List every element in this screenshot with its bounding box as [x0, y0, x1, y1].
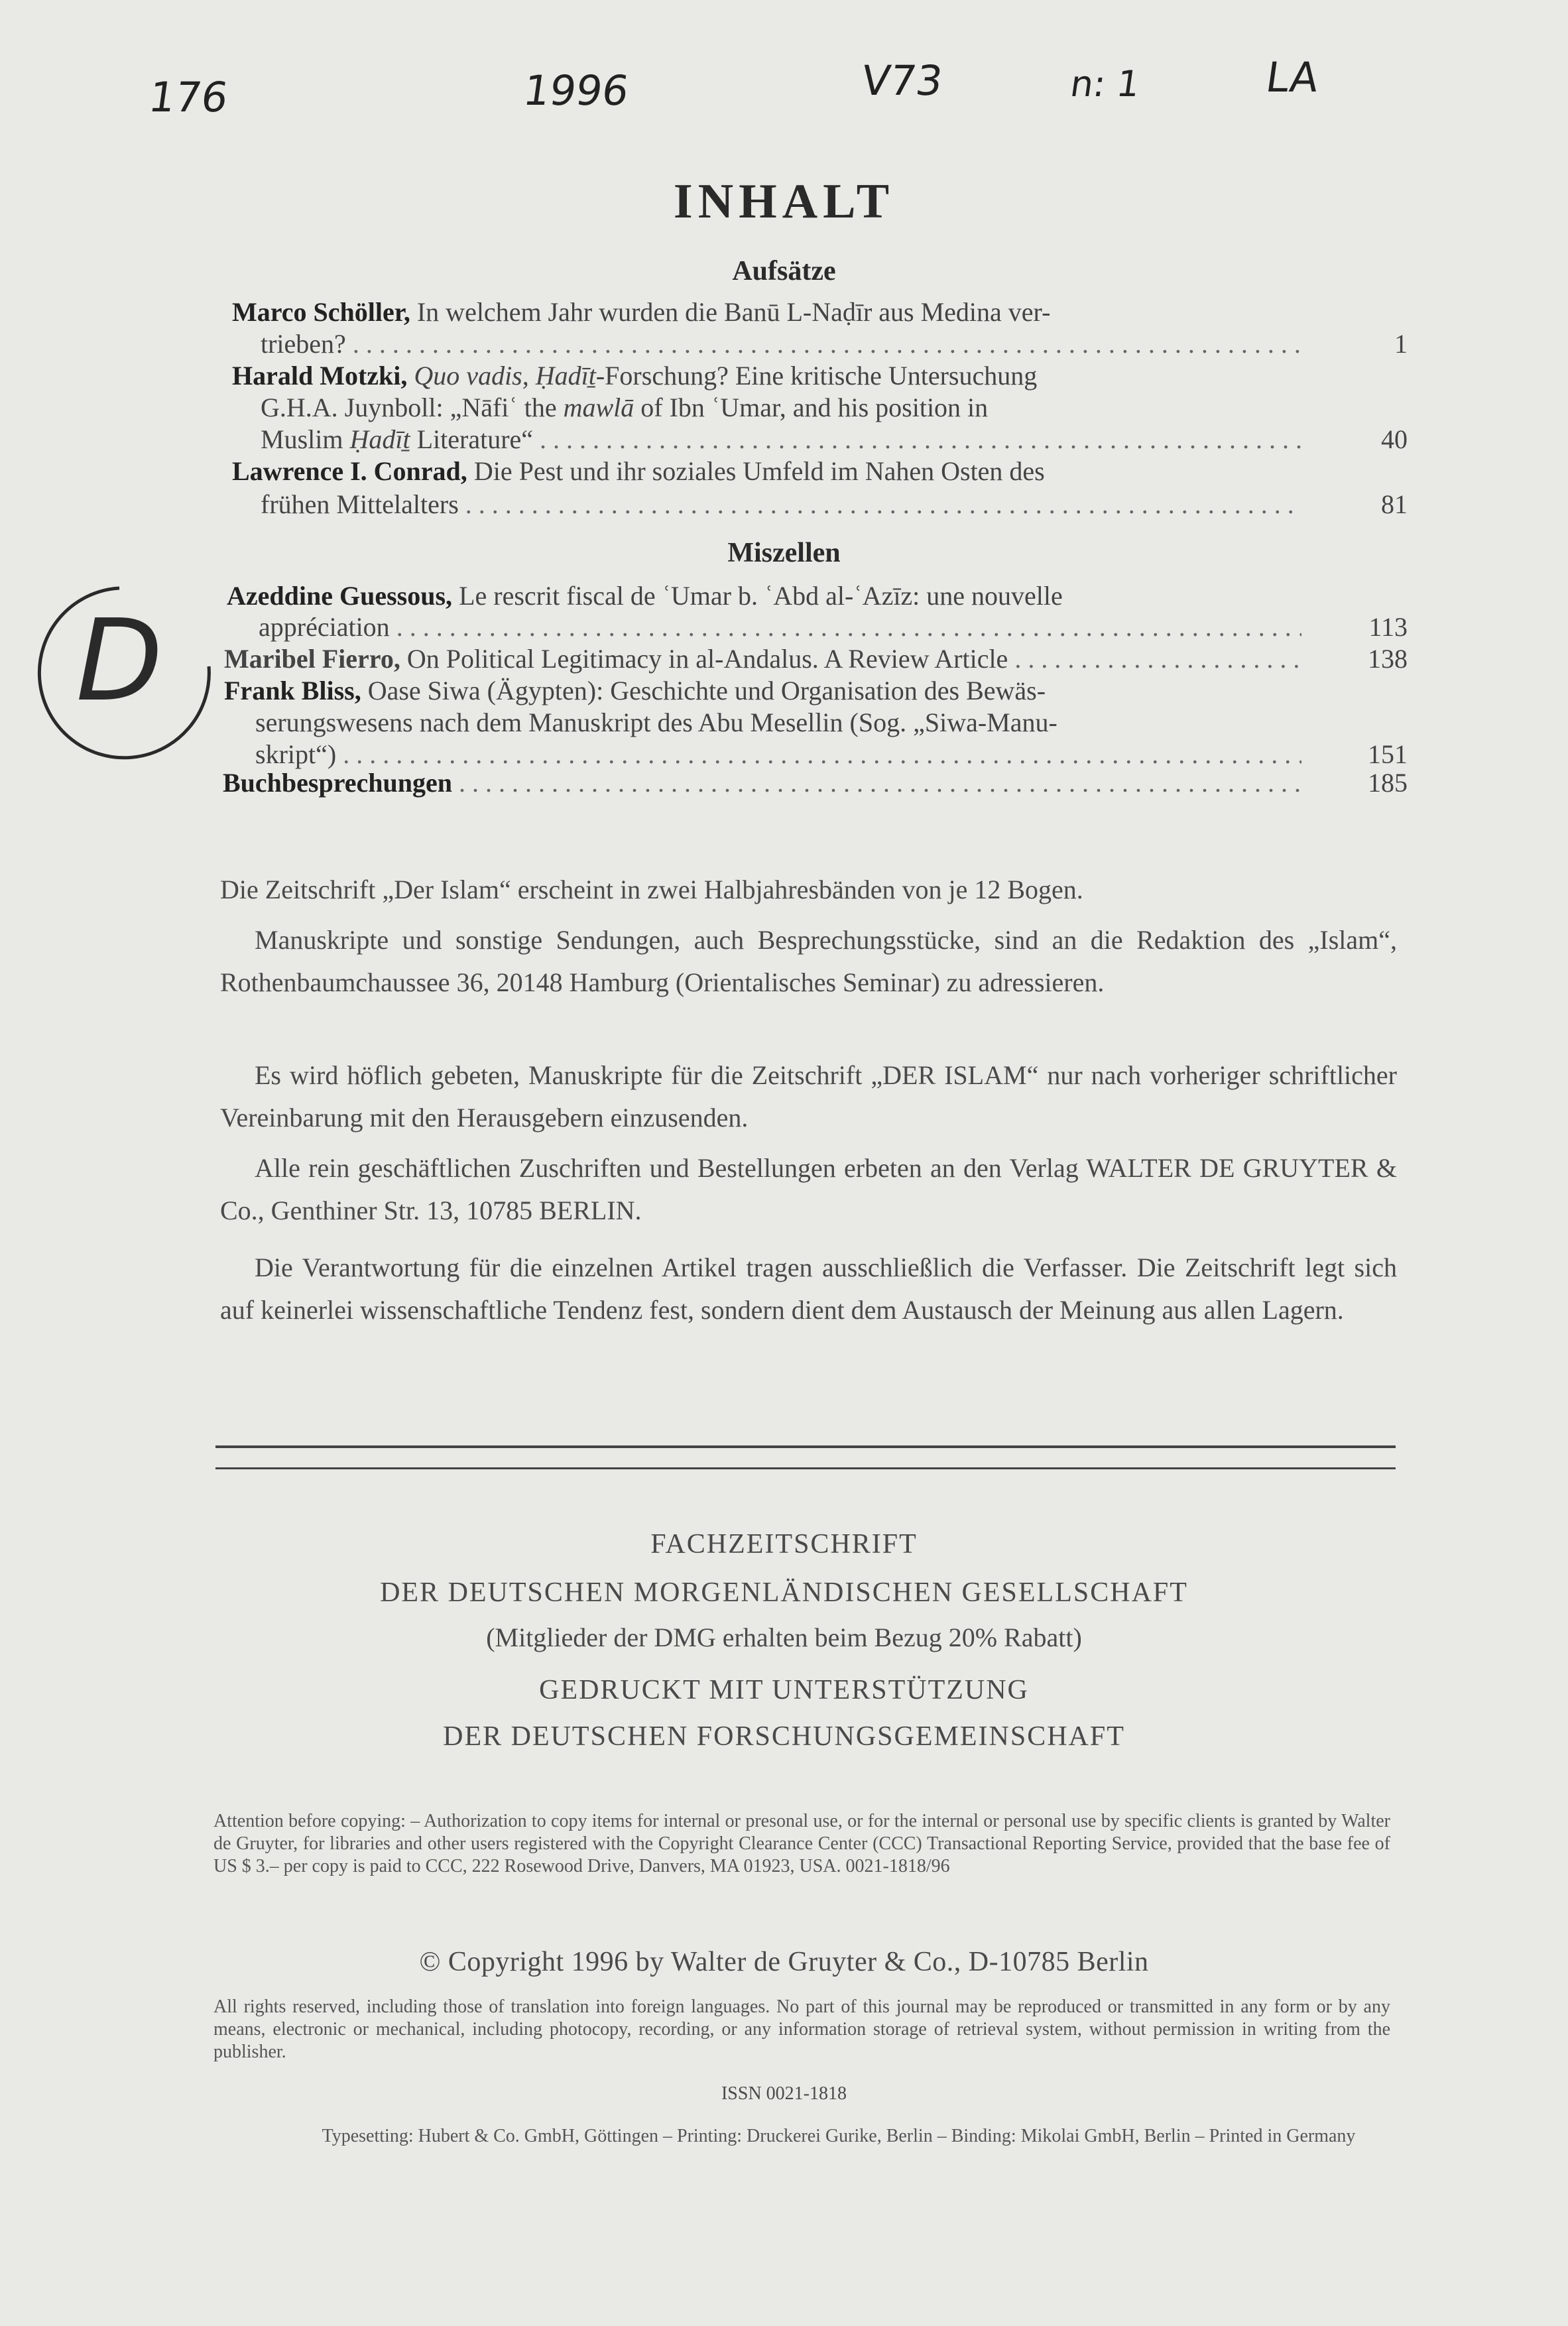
toc-line-bliss-end: [255, 739, 1408, 770]
society-line-2: DER DEUTSCHEN MORGENLÄNDISCHEN GESELLSCHAFT: [380, 1577, 1188, 1608]
toc-title-line: skript“): [255, 739, 337, 769]
section-heading-miszellen: Miszellen: [727, 538, 841, 568]
toc-entry-fierro: [224, 643, 1408, 674]
issn-line: ISSN 0021-1818: [721, 2083, 847, 2104]
handwritten-note-year: 1996: [520, 66, 632, 115]
toc-entry-motzki: [232, 360, 1306, 392]
toc-author: Marco Schöller,: [232, 297, 410, 327]
toc-section-label: Buchbesprechungen: [223, 768, 453, 798]
toc-page-number: 151: [1368, 739, 1408, 769]
divider-rule-bottom: [215, 1467, 1396, 1469]
handwritten-note-176: 176: [145, 73, 231, 121]
notice-paragraph-5: Die Verantwortung für die einzelnen Artikel tragen ausschließlich die Verfasser. Die Zeitschrift legt sich auf keinerlei wissenschaftliche Tendenz fest, sondern dient dem Austausch der Meinung aus allen Lagern.: [220, 1253, 1397, 1325]
toc-title-line: G.H.A. Juynboll: „Nāfiʿ the: [261, 393, 564, 422]
toc-title-line: Literature“: [410, 424, 534, 454]
toc-line-motzki-end: [261, 424, 1408, 455]
typesetting-credits: Typesetting: Hubert & Co. GmbH, Göttingen – Printing: Druckerei Gurike, Berlin – Binding: Mikolai GmbH, Berlin – Printed in Germany: [322, 2126, 1356, 2146]
toc-title-line: In welchem Jahr wurden die Banū L-Naḍīr aus Medina ver-: [416, 297, 1051, 327]
toc-title-line: appréciation: [259, 612, 390, 642]
leader-dots: [465, 489, 1301, 520]
toc-title-line: Muslim: [261, 424, 350, 454]
toc-page-number: 185: [1368, 768, 1408, 798]
toc-page-number: 40: [1381, 424, 1408, 454]
toc-title-italic: Quo vadis, Ḥadīṯ: [414, 361, 596, 391]
notice-paragraph-3: Es wird höflich gebeten, Manuskripte für die Zeitschrift „DER ISLAM“ nur nach vorheriger schriftlicher Vereinbarung mit den Herausgebern einzusenden.: [220, 1060, 1397, 1132]
society-line-5: DER DEUTSCHEN FORSCHUNGSGEMEINSCHAFT: [443, 1721, 1125, 1752]
toc-author: Harald Motzki,: [232, 361, 408, 391]
toc-title-line: trieben?: [261, 329, 346, 359]
section-heading-aufsaetze: Aufsätze: [732, 256, 836, 286]
handwritten-note-number: n: 1: [1067, 63, 1143, 105]
toc-title-line: Die Pest und ihr soziales Umfeld im Nahen Osten des: [473, 456, 1045, 486]
toc-entry-motzki-line2: [261, 392, 1308, 424]
society-line-1: FACHZEITSCHRIFT: [650, 1529, 918, 1560]
society-line-4: GEDRUCKT MIT UNTERSTÜTZUNG: [539, 1675, 1029, 1705]
page-title: INHALT: [673, 174, 895, 229]
toc-author: Azeddine Guessous,: [227, 581, 453, 611]
rights-notice: All rights reserved, including those of translation into foreign languages. No part of this journal may be reproduced or transmitted in any form or by any means, electronic or mechanical, including photocopy, recording, or any information storage of retrieval system, without permission in writing from the publisher.: [213, 1996, 1390, 2062]
toc-entry-schoeller: [232, 296, 1306, 328]
toc-title-italic: Ḥadīṯ: [349, 424, 410, 454]
copyright-line: © Copyright 1996 by Walter de Gruyter & Co., D-10785 Berlin: [419, 1947, 1149, 1977]
divider-rule-top: [215, 1445, 1396, 1448]
toc-author: Maribel Fierro,: [224, 644, 400, 674]
notice-paragraph-2: Manuskripte und sonstige Sendungen, auch Besprechungsstücke, sind an die Redaktion des „Islam“, Rothenbaumchaussee 36, 20148 Hamburg (Orientalisches Seminar) zu adressieren.: [220, 925, 1397, 997]
leader-dots: [540, 424, 1301, 455]
leader-dots: [353, 328, 1301, 359]
leader-dots: [459, 767, 1301, 798]
toc-entry-guessous: [227, 580, 1301, 612]
stamp-letter: D: [76, 595, 163, 727]
leader-dots: [1014, 643, 1301, 674]
toc-title-line: of Ibn ʿUmar, and his position in: [634, 393, 989, 422]
toc-line-schoeller-end: [261, 328, 1408, 359]
toc-page-number: 138: [1368, 644, 1408, 674]
toc-page-number: 113: [1368, 612, 1408, 642]
toc-author: Lawrence I. Conrad,: [232, 456, 467, 486]
toc-title-line: frühen Mittelalters: [261, 489, 459, 519]
handwritten-note-la: LA: [1262, 53, 1322, 101]
toc-title-line: Le rescrit fiscal de ʿUmar b. ʿAbd al-ʿAzīz: une nouvelle: [459, 581, 1063, 611]
toc-line-conrad-end: [261, 489, 1408, 520]
notice-paragraph-1: Die Zeitschrift „Der Islam“ erscheint in zwei Halbjahresbänden von je 12 Bogen.: [220, 875, 1083, 904]
leader-dots: [396, 611, 1301, 643]
library-stamp-icon: [20, 574, 219, 772]
toc-page-number: 81: [1381, 489, 1408, 519]
society-line-3: (Mitglieder der DMG erhalten beim Bezug 20% Rabatt): [486, 1622, 1082, 1652]
toc-title-line: On Political Legitimacy in al-Andalus. A Review Article: [406, 644, 1008, 674]
notice-paragraph-4: Alle rein geschäftlichen Zuschriften und Bestellungen erbeten an den Verlag WALTER DE GRUYTER & Co., Genthiner Str. 13, 10785 BERLIN.: [220, 1153, 1397, 1225]
toc-title-italic: mawlā: [563, 393, 634, 422]
toc-entry-bliss-line2: serungswesens nach dem Manuskript des Abu Mesellin (Sog. „Siwa-Manu-: [255, 707, 1057, 737]
toc-author: Frank Bliss,: [224, 676, 361, 705]
toc-title-line: Oase Siwa (Ägypten): Geschichte und Organisation des Bewäs-: [367, 676, 1046, 705]
toc-entry-conrad: [232, 456, 1306, 487]
toc-page-number: 1: [1394, 329, 1408, 359]
attention-notice: Attention before copying: – Authorization to copy items for internal or presonal use, or for the internal or personal use by specific clients is granted by Walter de Gruyter, for libraries and other users registered with the Copyright Clearance Center (CCC) Transactional Reporting Service, provided that the base fee of US $ 3.– per copy is paid to CCC, 222 Rosewood Drive, Danvers, MA 01923, USA. 0021-1818/96: [213, 1811, 1390, 1876]
toc-entry-bliss: [224, 675, 1298, 707]
toc-entry-buchbesprechungen: [223, 767, 1408, 798]
toc-line-guessous-end: [259, 611, 1408, 643]
leader-dots: [343, 739, 1301, 770]
toc-title-line: -Forschung? Eine kritische Untersuchung: [595, 361, 1038, 391]
handwritten-note-volume: V73: [858, 56, 946, 105]
